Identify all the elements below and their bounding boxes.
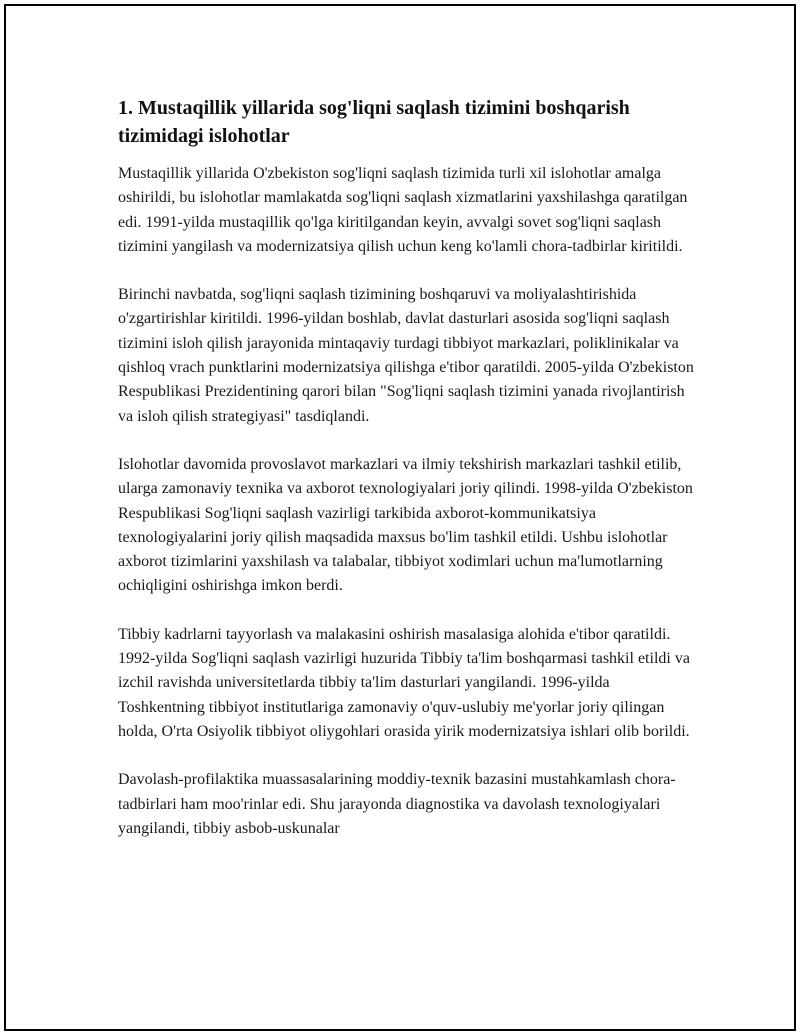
section-heading: 1. Mustaqillik yillarida sog'liqni saqlash tizimini boshqarish tizimidagi islohotlar <box>118 97 630 147</box>
paragraph-4: Tibbiy kadrlarni tayyorlash va malakasini oshirish masalasiga alohida e'tibor qaratildi. 1992-yilda Sog'liqni saqlash vazirligi huzurida Tibbiy ta'lim boshqarmasi tashkil etildi va izchil ravishda universitetlarda tibbiy ta'lim dasturlari yangilandi. 1996-yilda Toshkentning tibbiyot institutlariga zamonaviy o'quv-uslubiy me'yorlar joriy qilingan holda, O'rta Osiyolik tibbiyot oliygohlari orasida yirik modernizatsiya ishlari olib borildi. <box>118 625 690 740</box>
paragraph-3: Islohotlar davomida provoslavot markazlari va ilmiy tekshirish markazlari tashkil etilib, ularga zamonaviy texnika va axborot texnologiyalari joriy qilindi. 1998-yilda O'zbekiston Respublikasi Sog'liqni saqlash vazirligi tarkibida axborot-kommunikatsiya texnologiyalarini joriy qilish maqsadida maxsus bo'lim tashkil etildi. Ushbu islohotlar axborot tizimlarini yaxshilash va talabalar, tibbiyot xodimlari uchun ma'lumotlarning ochiqligini oshirishga imkon berdi. <box>118 455 693 595</box>
paragraph-2: Birinchi navbatda, sog'liqni saqlash tizimining boshqaruvi va moliyalashtirishida o'zgartirishlar kiritildi. 1996-yildan boshlab, davlat dasturlari asosida sog'liqni saqlash tizimini isloh qilish jarayonida mintaqaviy turdagi tibbiyot markazlari, poliklinikalar va qishloq vrach punktlarini modernizatsiya qilishga e'tibor qaratildi. 2005-yilda O'zbekiston Respublikasi Prezidentining qarori bilan "Sog'liqni saqlash tizimini yanada rivojlantirish va isloh qilish strategiyasi" tasdiqlandi. <box>118 286 694 425</box>
paragraph-1: Mustaqillik yillarida O'zbekiston sog'liqni saqlash tizimida turli xil islohotlar amalga oshirildi, bu islohotlar mamlakatda sog'liqni saqlash xizmatlarini yaxshilashga qaratilgan edi. 1991-yilda mustaqillik qo'lga kiritilgandan keyin, avvalgi sovet sog'liqni saqlash tizimini yangilash va modernizatsiya qilish uchun keng ko'lamli chora-tadbirlar kiritildi. <box>118 165 688 255</box>
document-body <box>118 94 698 865</box>
paragraph-5: Davolash-profilaktika muassasalarining moddiy-texnik bazasini mustahkamlash chora-tadbirlari ham moo'rinlar edi. Shu jarayonda diagnostika va davolash texnologiyalari yangilandi, tibbiy asbob-uskunalar <box>118 771 676 837</box>
